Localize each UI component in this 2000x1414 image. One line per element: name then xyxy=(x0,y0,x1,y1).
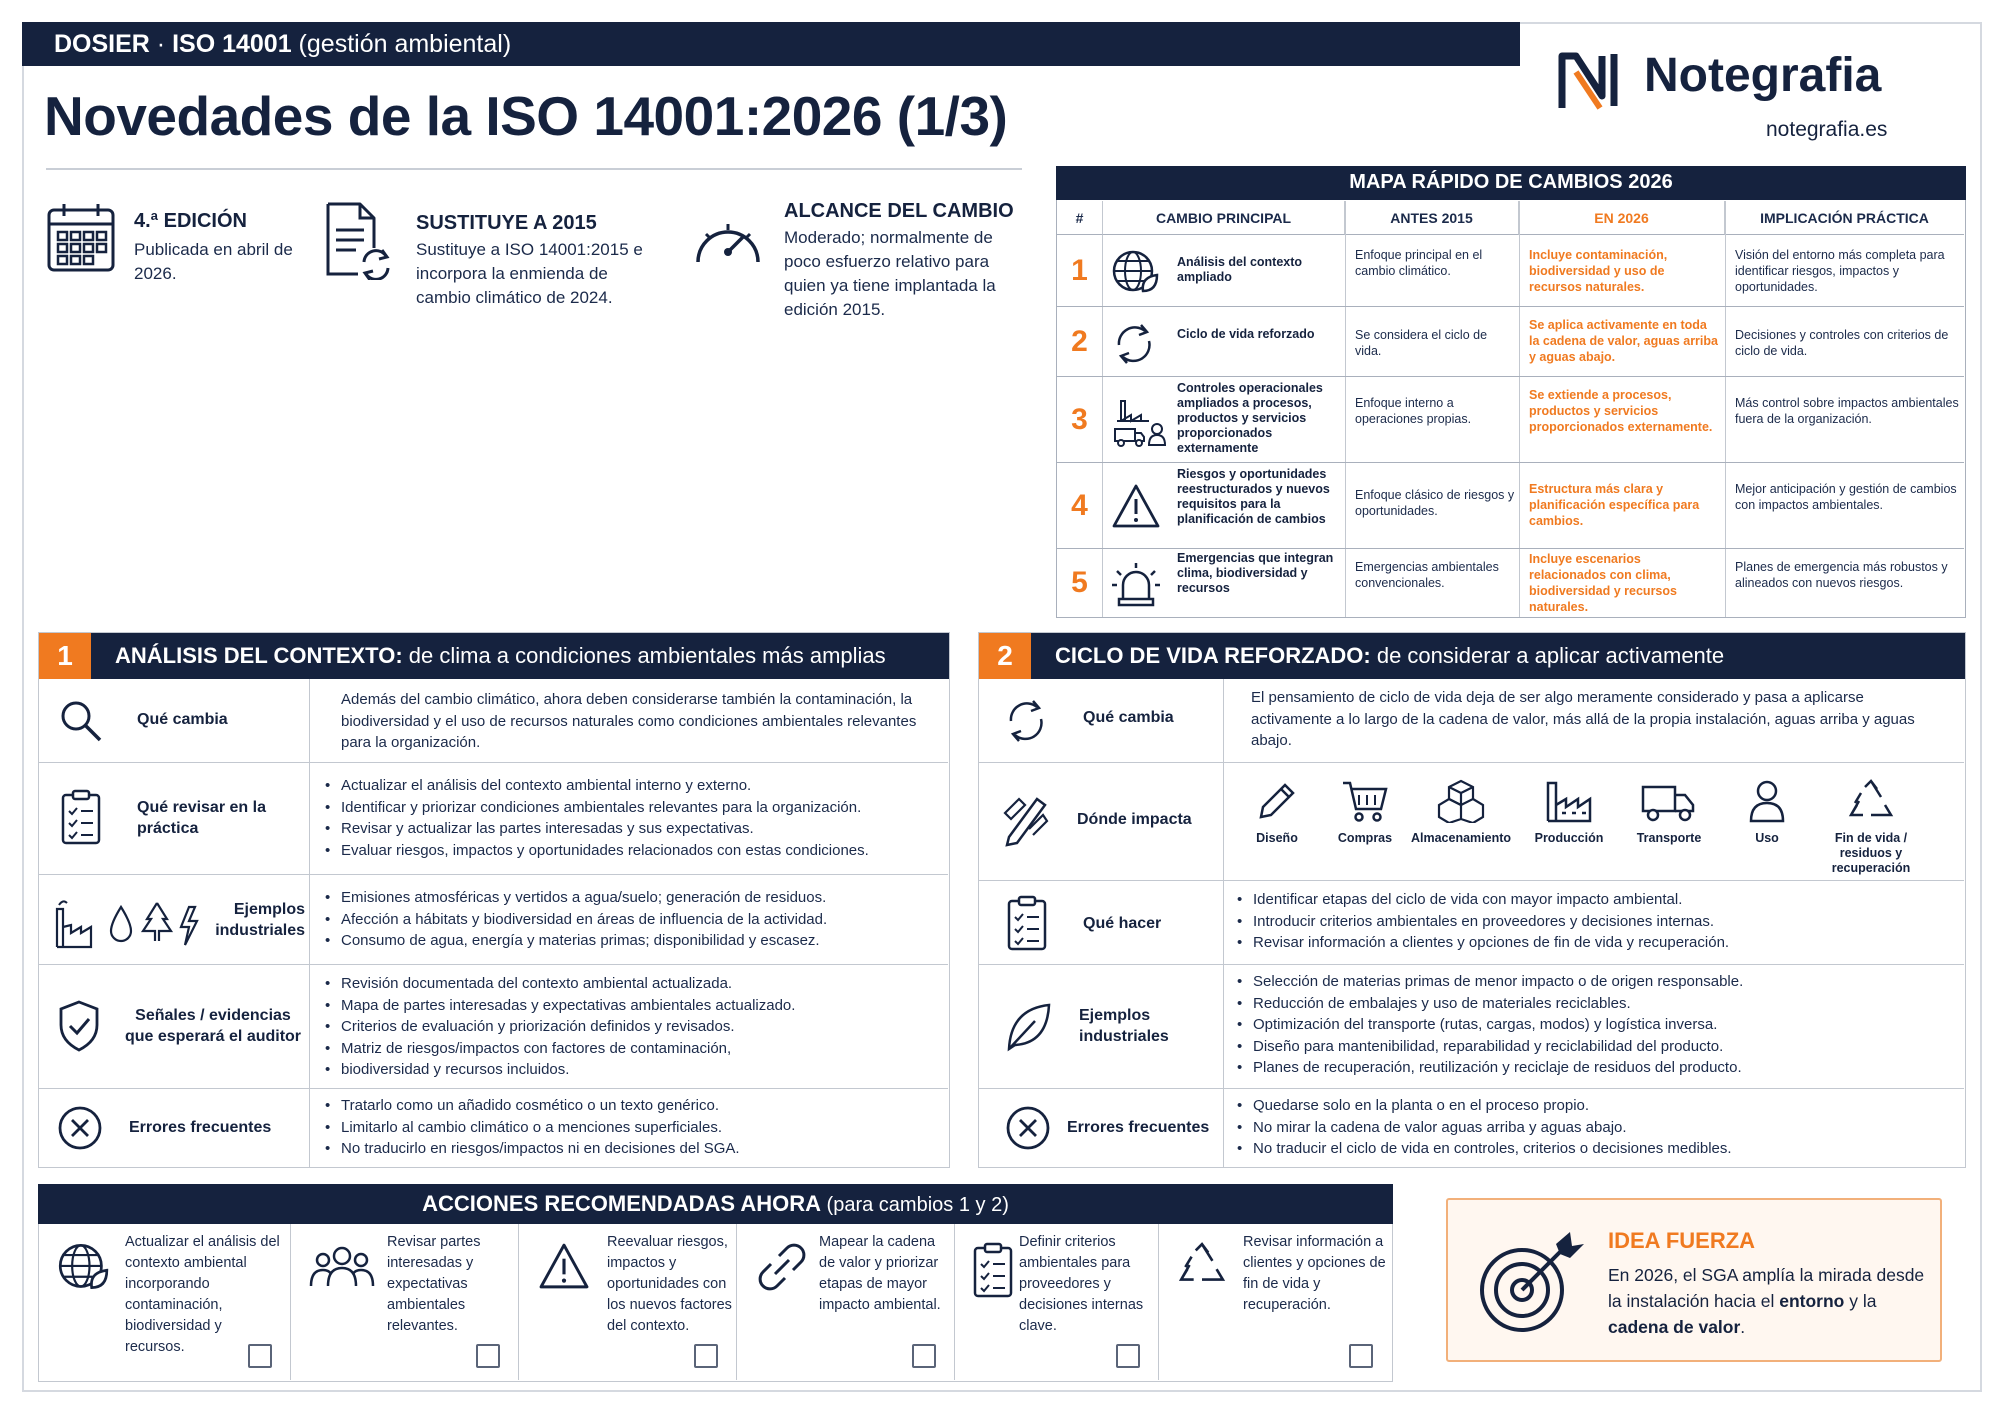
action-item xyxy=(737,1224,955,1380)
stage-transport: Transporte xyxy=(1619,779,1719,846)
cycle-icon xyxy=(1111,321,1157,365)
s1-text: Además del cambio climático, ahora deben considerarse también la contaminación, la biodiversidad y el uso de recursos naturales como condiciones ambientales relevantes para la organización. xyxy=(341,691,917,751)
action-checkbox[interactable] xyxy=(476,1344,500,1368)
key-idea-title: IDEA FUERZA xyxy=(1608,1228,1756,1253)
map-row-change: Riesgos y oportunidades reestructurados y nuevos requisitos para la planificación de cambios xyxy=(1177,467,1330,526)
action-text: Reevaluar riesgos, impactos y oportunidades con los nuevos factores del contexto. xyxy=(607,1234,732,1334)
row-divider xyxy=(1223,1089,1224,1167)
s2-errors-list xyxy=(1235,1095,1732,1160)
info-replaces-text: Sustituye a ISO 14001:2015 e incorpora la enmienda de cambio climático de 2024. xyxy=(416,240,643,307)
stage-purchasing: Compras xyxy=(1315,779,1415,846)
list-item: • Matriz de riesgos/impactos con factores de contaminación, xyxy=(323,1038,795,1060)
info-scope-text: Moderado; normalmente de poco esfuerzo relativo para quien ya tiene implantada la edición 2015. xyxy=(784,228,996,319)
target-arrow-icon xyxy=(1474,1228,1584,1338)
row-divider xyxy=(309,679,310,762)
map-row-before: Enfoque clásico de riesgos y oportunidades. xyxy=(1355,488,1515,518)
s1-examples-list xyxy=(323,887,827,952)
section-1-number: 1 xyxy=(39,633,91,679)
stage-end-of-life: Fin de vida / residuos y recuperación xyxy=(1815,779,1927,876)
list-item: • Limitarlo al cambio climático o a menciones superficiales. xyxy=(323,1117,740,1139)
map-header-before: ANTES 2015 xyxy=(1345,201,1519,235)
brand-name: Notegrafia xyxy=(1644,49,1882,102)
action-text: Actualizar el análisis del contexto ambiental incorporando contaminación, biodiversidad y recursos. xyxy=(125,1234,280,1355)
s1-row-evidence xyxy=(39,965,948,1089)
row-divider xyxy=(309,763,310,874)
truck-icon xyxy=(1641,779,1697,823)
list-item: • Mapa de partes interesadas y expectativas ambientales actualizado. xyxy=(323,995,795,1017)
list-item: • Criterios de evaluación y priorización definidos y revisados. xyxy=(323,1016,795,1038)
map-row-now: Se extiende a procesos, productos y servicios proporcionados externamente. xyxy=(1529,388,1713,434)
map-row-now: Se aplica activamente en toda la cadena de valor, aguas arriba y aguas abajo. xyxy=(1529,318,1718,364)
pencil-icon xyxy=(1255,779,1299,823)
list-item: • Consumo de agua, energía y materias primas; disponibilidad y escasez. xyxy=(323,930,827,952)
map-header-num: # xyxy=(1057,201,1103,235)
list-item: • Revisión documentada del contexto ambiental actualizada. xyxy=(323,973,795,995)
map-row xyxy=(1057,377,1964,463)
info-scope xyxy=(690,200,1020,340)
map-row-now: Incluye contaminación, biodiversidad y uso de recursos naturales. xyxy=(1529,248,1668,294)
s1-evidence-list xyxy=(323,973,795,1081)
s2-examples-list xyxy=(1235,971,1743,1079)
list-item: • Actualizar el análisis del contexto ambiental interno y externo. xyxy=(323,775,869,797)
action-checkbox[interactable] xyxy=(1116,1344,1140,1368)
action-checkbox[interactable] xyxy=(248,1344,272,1368)
list-item: • Afección a hábitats y biodiversidad en áreas de influencia de la actividad. xyxy=(323,909,827,931)
section-2-header xyxy=(979,633,1965,679)
action-checkbox[interactable] xyxy=(1349,1344,1373,1368)
map-row xyxy=(1057,549,1964,617)
section-2-number: 2 xyxy=(979,633,1031,679)
map-row xyxy=(1057,235,1964,307)
map-row-change: Ciclo de vida reforzado xyxy=(1177,327,1315,341)
list-item: • No traducir el ciclo de vida en controles, criterios o decisiones medibles. xyxy=(1235,1138,1732,1160)
s2-row-what-to-do xyxy=(979,881,1964,965)
list-item: • Revisar información a clientes y opciones de fin de vida y recuperación. xyxy=(1235,932,1729,954)
s2-label: Errores frecuentes xyxy=(1067,1119,1210,1136)
list-item: • Identificar etapas del ciclo de vida con mayor impacto ambiental. xyxy=(1235,889,1729,911)
list-item: • biodiversidad y recursos incluidos. xyxy=(323,1059,795,1081)
s2-row-impact xyxy=(979,763,1964,881)
map-row-implication: Decisiones y controles con criterios de ciclo de vida. xyxy=(1735,328,1949,358)
magnifier-icon xyxy=(59,699,103,743)
info-edition xyxy=(46,200,316,320)
map-row-change: Controles operacionales ampliados a procesos, productos y servicios proporcionados externamente xyxy=(1177,381,1323,455)
row-divider xyxy=(309,1089,310,1167)
list-item: • Reducción de embalajes y uso de materiales reciclables. xyxy=(1235,993,1743,1015)
cycle-icon xyxy=(1003,697,1049,743)
action-text: Revisar partes interesadas y expectativas ambientales relevantes. xyxy=(387,1234,481,1334)
s1-row-examples xyxy=(39,875,948,965)
user-icon xyxy=(1745,779,1789,823)
boxes-icon xyxy=(1437,779,1485,823)
action-text: Definir criterios ambientales para proveedores y decisiones internas clave. xyxy=(1019,1234,1144,1334)
factory-truck-icon xyxy=(1111,395,1169,449)
notegrafia-logo-icon xyxy=(1556,48,1622,114)
list-item: • Introducir criterios ambientales en proveedores y decisiones internas. xyxy=(1235,911,1729,933)
map-row-implication: Más control sobre impactos ambientales fuera de la organización. xyxy=(1735,396,1959,426)
section-1-header xyxy=(39,633,949,679)
map-header-implication: IMPLICACIÓN PRÁCTICA xyxy=(1725,201,1964,235)
map-row-now: Incluye escenarios relacionados con clima, biodiversidad y recursos naturales. xyxy=(1529,552,1677,614)
key-idea-box xyxy=(1446,1198,1942,1362)
map-row-change: Emergencias que integran clima, biodiversidad y recursos xyxy=(1177,551,1334,595)
section-1-title: ANÁLISIS DEL CONTEXTO: de clima a condiciones ambientales más amplias xyxy=(115,643,886,668)
stage-production: Producción xyxy=(1513,779,1625,846)
s1-label: Qué revisar en la práctica xyxy=(137,799,266,837)
list-item: • Emisiones atmosféricas y vertidos a agua/suelo; generación de residuos. xyxy=(323,887,827,909)
map-row-change: Análisis del contexto ampliado xyxy=(1177,255,1303,284)
list-item: • Identificar y priorizar condiciones ambientales relevantes para la organización. xyxy=(323,797,869,819)
info-replaces xyxy=(324,200,664,330)
pencil-ruler-icon xyxy=(1001,791,1049,847)
list-item: • Selección de materias primas de menor impacto o de origen responsable. xyxy=(1235,971,1743,993)
section-2-title: CICLO DE VIDA REFORZADO: de considerar a aplicar activamente xyxy=(1055,643,1725,668)
section-context-analysis xyxy=(38,632,950,1168)
chain-link-icon xyxy=(755,1242,809,1292)
info-edition-title: 4.ª EDICIÓN xyxy=(134,210,247,232)
map-row-now: Estructura más clara y planificación específica para cambios. xyxy=(1529,482,1700,528)
action-checkbox[interactable] xyxy=(912,1344,936,1368)
map-row-number: 5 xyxy=(1057,549,1103,617)
page-title: Novedades de la ISO 14001:2026 (1/3) xyxy=(44,85,1008,147)
s1-errors-list xyxy=(323,1095,740,1160)
cart-icon xyxy=(1341,779,1389,823)
clipboard-check-icon xyxy=(1007,895,1047,951)
action-checkbox[interactable] xyxy=(694,1344,718,1368)
row-divider xyxy=(309,875,310,964)
s1-row-review xyxy=(39,763,948,875)
action-item xyxy=(1159,1224,1391,1380)
s1-row-errors xyxy=(39,1089,948,1167)
list-item: • Revisar y actualizar las partes interesadas y sus expectativas. xyxy=(323,818,869,840)
stage-design: Diseño xyxy=(1227,779,1327,846)
warning-icon xyxy=(537,1242,591,1290)
s1-label: Señales / evidencias que esperará el auditor xyxy=(124,1007,302,1045)
info-scope-title: ALCANCE DEL CAMBIO xyxy=(784,200,1014,222)
actions-header: ACCIONES RECOMENDADAS AHORA (para cambios 1 y 2) xyxy=(38,1184,1393,1224)
section-life-cycle xyxy=(978,632,1966,1168)
factory-water-tree-icon xyxy=(53,897,203,951)
s2-row-errors xyxy=(979,1089,1964,1167)
s2-row-examples xyxy=(979,965,1964,1089)
action-item xyxy=(291,1224,519,1380)
map-header-now: EN 2026 xyxy=(1519,201,1725,235)
list-item: • Planes de recuperación, reutilización y reciclaje de residuos del producto. xyxy=(1235,1057,1743,1079)
info-edition-text: Publicada en abril de 2026. xyxy=(134,240,293,283)
s2-todo-list xyxy=(1235,889,1729,954)
document-refresh-icon xyxy=(324,200,394,280)
factory-icon xyxy=(1544,779,1594,823)
list-item: • Optimización del transporte (rutas, cargas, modos) y logística inversa. xyxy=(1235,1014,1743,1036)
list-item: • Evaluar riesgos, impactos y oportunidades relacionados con estas condiciones. xyxy=(323,840,869,862)
list-item: • No traducirlo en riesgos/impactos ni en decisiones del SGA. xyxy=(323,1138,740,1160)
row-divider xyxy=(1223,965,1224,1088)
x-circle-icon xyxy=(1005,1105,1051,1151)
map-header-change: CAMBIO PRINCIPAL xyxy=(1103,201,1345,235)
warning-icon xyxy=(1111,483,1161,529)
row-divider xyxy=(1223,881,1224,964)
action-item xyxy=(39,1224,291,1380)
list-item: • No mirar la cadena de valor aguas arriba y aguas abajo. xyxy=(1235,1117,1732,1139)
map-row-implication: Planes de emergencia más robustos y alineados con nuevos riesgos. xyxy=(1735,560,1948,590)
stage-use: Uso xyxy=(1717,779,1817,846)
map-row-number: 1 xyxy=(1057,235,1103,306)
s2-label: Qué hacer xyxy=(1083,915,1162,932)
alarm-icon xyxy=(1111,561,1161,609)
s1-label: Errores frecuentes xyxy=(129,1119,272,1136)
s1-row-what-changes xyxy=(39,679,948,763)
map-row-implication: Visión del entorno más completa para identificar riesgos, impactos y oportunidades. xyxy=(1735,248,1945,294)
action-item xyxy=(519,1224,737,1380)
leaf-icon xyxy=(1005,1001,1053,1053)
map-row-number: 2 xyxy=(1057,307,1103,376)
map-row-before: Enfoque interno a operaciones propias. xyxy=(1355,396,1472,426)
s2-label: Ejemplos industriales xyxy=(1079,1007,1169,1045)
map-row-number: 4 xyxy=(1057,463,1103,548)
actions-panel xyxy=(38,1224,1393,1382)
map-row-number: 3 xyxy=(1057,377,1103,462)
clipboard-check-icon xyxy=(61,789,101,845)
list-item: • Quedarse solo en la planta o en el proceso propio. xyxy=(1235,1095,1732,1117)
s2-row-what-changes xyxy=(979,679,1964,763)
s1-label: Qué cambia xyxy=(137,711,228,728)
map-row xyxy=(1057,463,1964,549)
title-divider xyxy=(46,168,1022,170)
changes-map-table xyxy=(1056,166,1966,618)
dossier-bar: DOSIER · ISO 14001 (gestión ambiental) xyxy=(22,22,1520,66)
map-row-implication: Mejor anticipación y gestión de cambios con impactos ambientales. xyxy=(1735,482,1957,512)
s2-label: Dónde impacta xyxy=(1077,811,1192,828)
calendar-icon xyxy=(46,200,116,274)
list-item: • Diseño para mantenibilidad, reparabilidad y reciclabilidad del producto. xyxy=(1235,1036,1743,1058)
recycle-icon xyxy=(1847,779,1895,823)
recycle-icon xyxy=(1177,1242,1227,1288)
row-divider xyxy=(309,965,310,1088)
globe-leaf-icon xyxy=(57,1242,109,1292)
map-row xyxy=(1057,307,1964,377)
changes-map-title: MAPA RÁPIDO DE CAMBIOS 2026 xyxy=(1056,166,1966,200)
action-text: Mapear la cadena de valor y priorizar etapas de mayor impacto ambiental. xyxy=(819,1234,941,1313)
people-group-icon xyxy=(309,1242,375,1288)
gauge-icon xyxy=(690,210,766,270)
stage-storage: Almacenamiento xyxy=(1403,779,1519,846)
s2-label: Qué cambia xyxy=(1083,709,1174,726)
map-row-before: Enfoque principal en el cambio climático. xyxy=(1355,248,1483,278)
info-replaces-title: SUSTITUYE A 2015 xyxy=(416,212,597,234)
map-row-before: Se considera el ciclo de vida. xyxy=(1355,328,1488,358)
row-divider xyxy=(1223,679,1224,762)
map-row-before: Emergencias ambientales convencionales. xyxy=(1355,560,1499,590)
s2-text: El pensamiento de ciclo de vida deja de ser algo meramente considerado y pasa a aplicarse activamente a lo largo de la cadena de valor, más allá de la propia instalación, aguas arriba y aguas abajo. xyxy=(1251,689,1915,749)
globe-leaf-icon xyxy=(1111,249,1159,295)
s1-label: Ejemplos industriales xyxy=(215,901,305,939)
shield-check-icon xyxy=(57,999,101,1053)
x-circle-icon xyxy=(57,1105,103,1151)
s1-review-list xyxy=(323,775,869,861)
list-item: • Tratarlo como un añadido cosmético o un texto genérico. xyxy=(323,1095,740,1117)
action-item xyxy=(955,1224,1159,1380)
clipboard-check-icon xyxy=(973,1242,1013,1298)
key-idea-text: En 2026, el SGA amplía la mirada desde la instalación hacia el entorno y la cadena de valor. xyxy=(1608,1265,1925,1337)
action-text: Revisar información a clientes y opciones de fin de vida y recuperación. xyxy=(1243,1234,1386,1313)
brand-url: notegrafia.es xyxy=(1766,118,1888,141)
row-divider xyxy=(1223,763,1224,880)
